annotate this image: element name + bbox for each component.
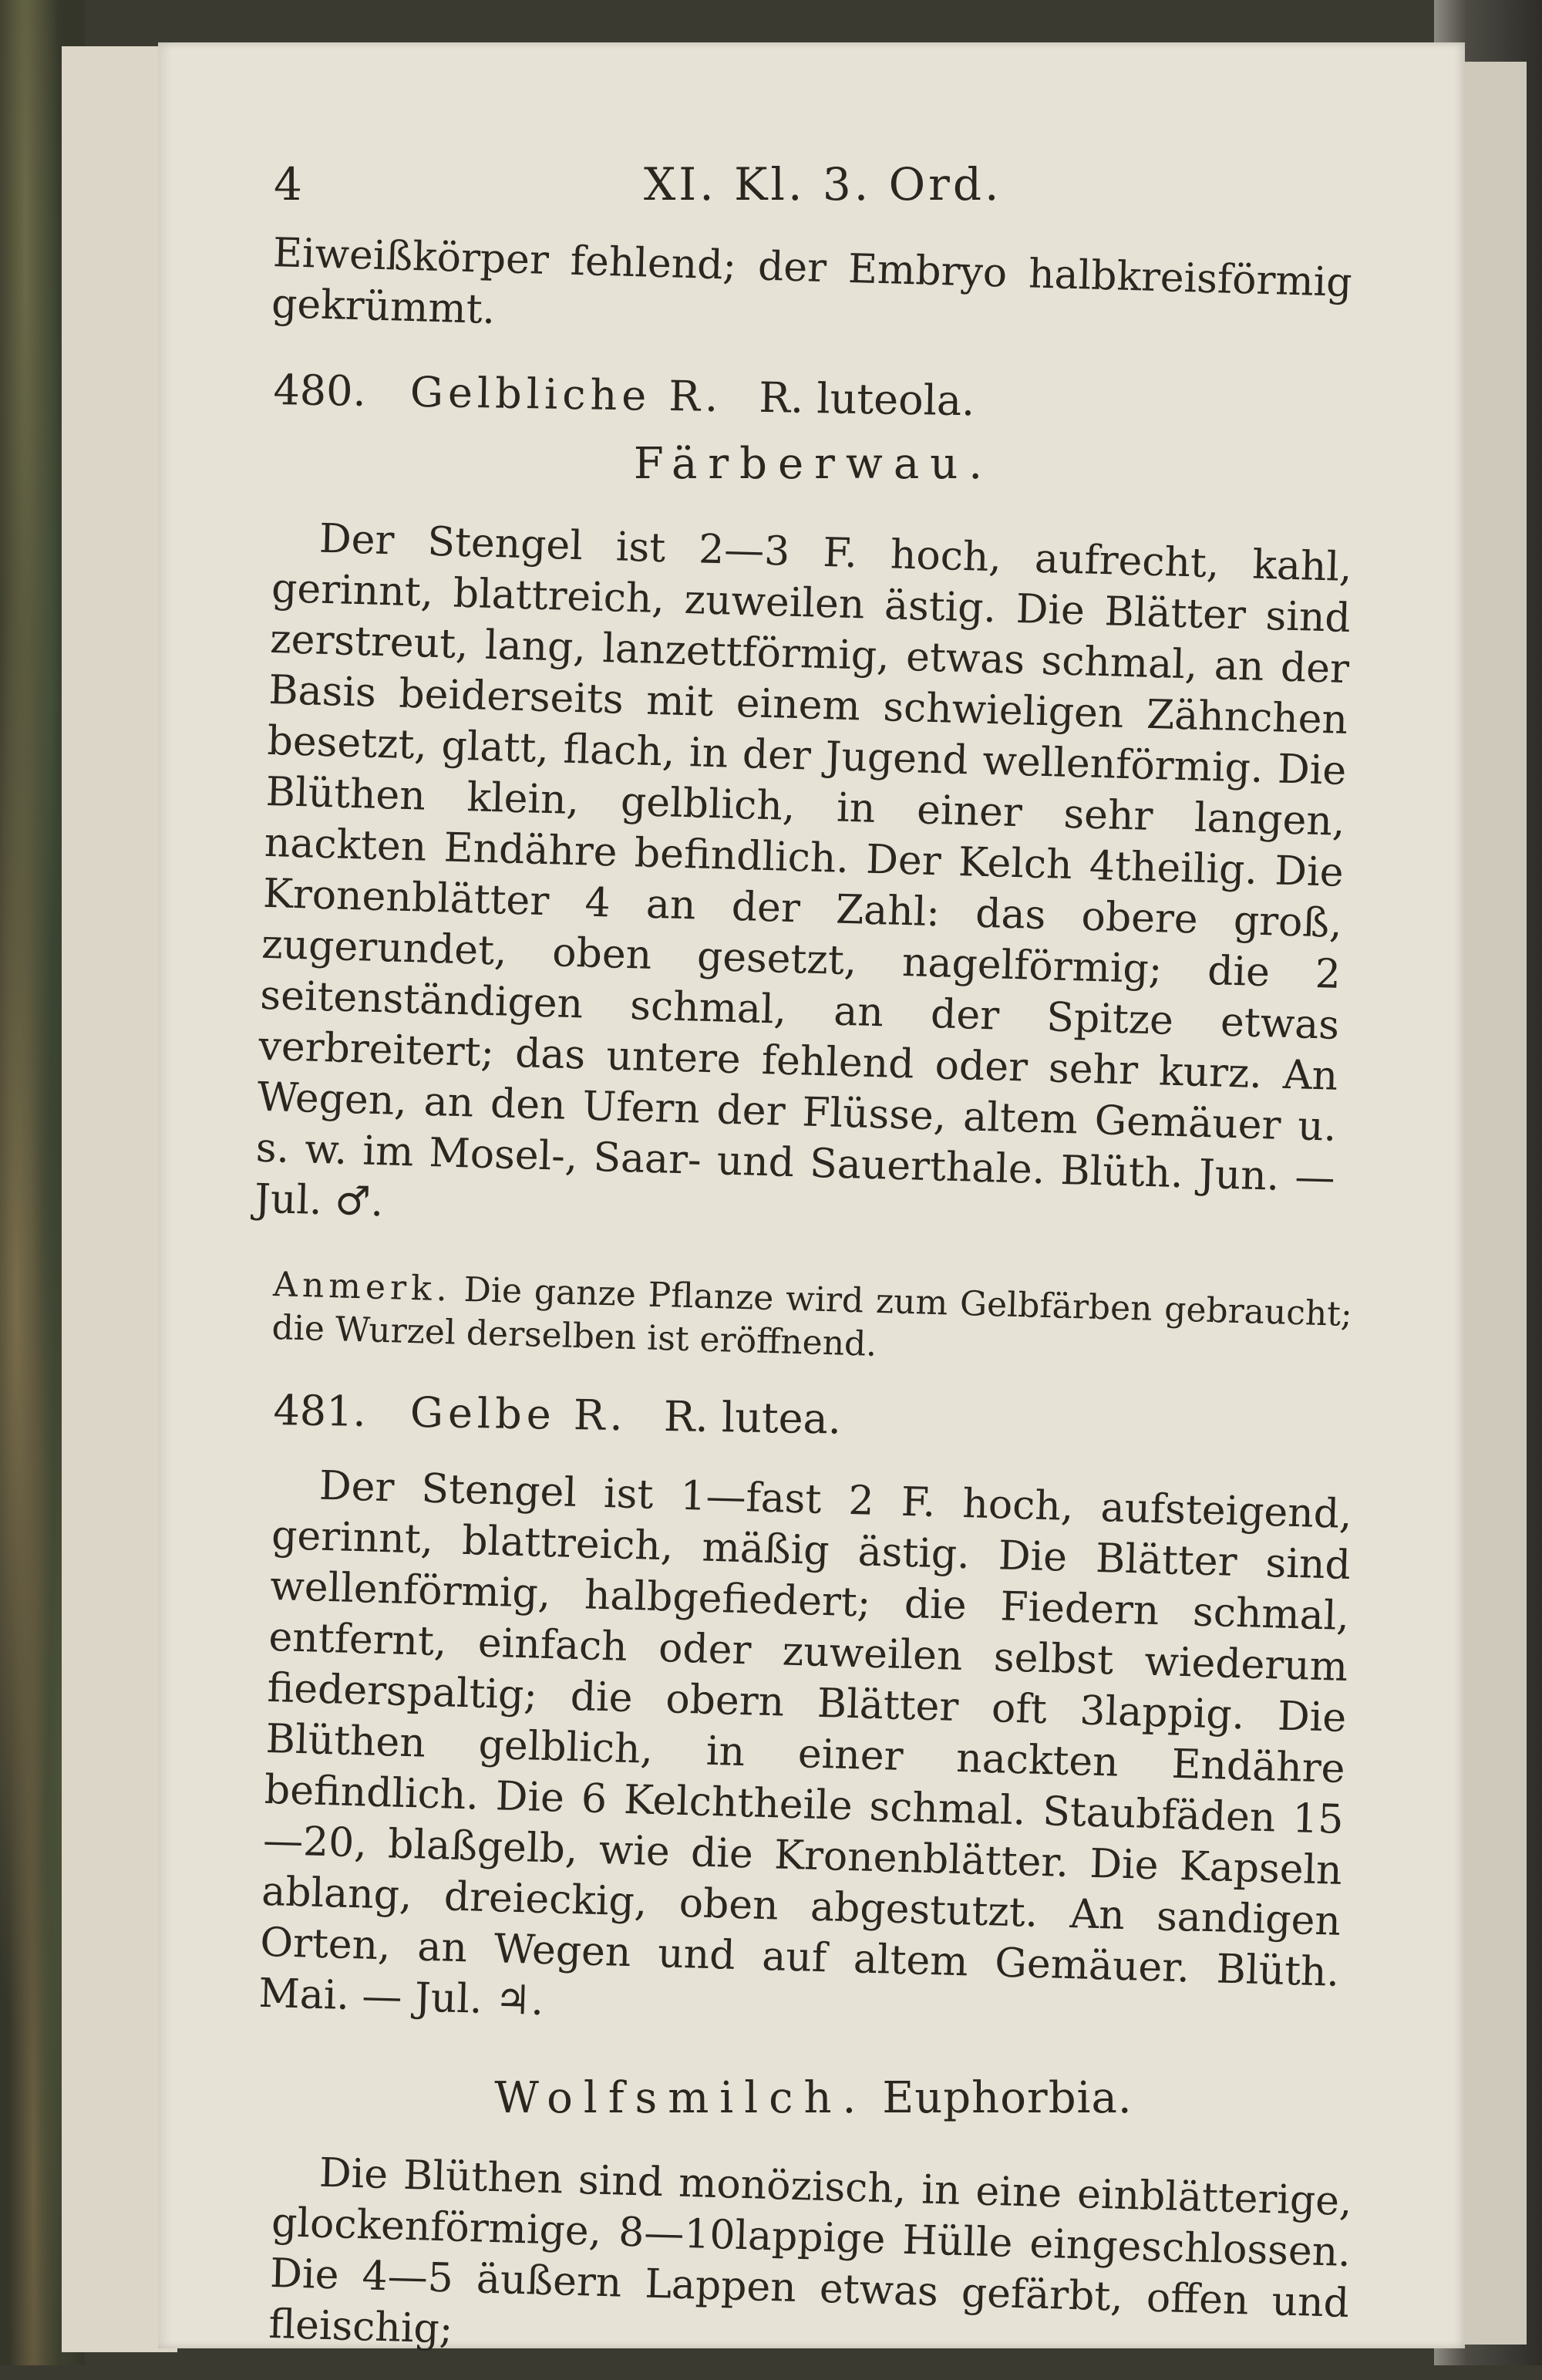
species-heading-481 (273, 1385, 1353, 1453)
page-content (254, 158, 1353, 2353)
species-latin-name: R. lutea. (663, 1391, 842, 1444)
page-header (274, 158, 1353, 228)
genus-heading (274, 2073, 1353, 2123)
intro-text: Eiweißkörper fehlend; der Embryo halbkreisförmig gekrümmt. (271, 229, 1353, 334)
page-number: 4 (274, 158, 302, 211)
species-german-name: Gelbliche R. (409, 367, 723, 422)
species-number: 481. (272, 1385, 367, 1436)
running-head: XI. Kl. 3. Ord. (644, 158, 1002, 211)
book-page (158, 42, 1465, 2353)
common-name: Färberwau. (633, 439, 994, 489)
species-heading-480 (273, 365, 1353, 433)
species-description-480: Der Stengel ist 2—3 F. hoch, aufrecht, kahl, gerinnt, blattreich, zuweilen ästig. Die Blätter sind zerstreut, lang, lanzettförmig, etwas schmal, an der Basis beiderseits mit einem schwieligen Zähnchen besetzt, glatt, flach, in der Jugend wellenförmig. Die Blüthen klein, gelblich, in einer sehr langen, nackten Endähre befindlich. Der Kelch 4theilig. Die Kronenblätter 4 an der Zahl: das obere groß, zugerundet, oben gesetzt, nagelförmig; die 2 seitenständigen schmal, an der Spitze etwas verbreitert; das untere fehlend oder sehr kurz. An Wegen, an den Ufern der Flüsse, altem Gemäuer u. s. w. im Mosel-, Saar- und Sauerthale. Blüth. Jun. — Jul. ♂. (254, 515, 1353, 1226)
species-description-481: Der Stengel ist 1—fast 2 F. hoch, aufsteigend, gerinnt, blattreich, mäßig ästig. Die Blätter sind wellenförmig, halbgefiedert; die Fiedern schmal, entfernt, einfach oder zuweilen selbst wiederum fiederspaltig; die obern Blätter oft 3lappig. Die Blüthen gelblich, in einer nackten Endähre befindlich. Die 6 Kelchtheile schmal. Staubfäden 15—20, blaßgelb, wie die Kronenblätter. Die Kapseln ablang, dreieckig, oben abgestutzt. An sandigen Orten, an Wegen und auf altem Gemäuer. Blüth. Mai. — Jul. ♃. (258, 1462, 1353, 2025)
genus-description: Die Blüthen sind monözisch, in eine einblätterige, glockenförmige, 8—10lappige Hülle eingeschlossen. Die 4—5 äußern Lappen etwas gefärbt, offen und fleischig; (268, 2149, 1353, 2353)
species-german-name: Gelbe R. (409, 1387, 628, 1441)
species-latin-name: R. luteola. (758, 373, 975, 426)
genus-german-name: Wolfsmilch. (494, 2073, 867, 2123)
species-number: 480. (272, 365, 367, 416)
annotation (271, 1263, 1353, 1380)
genus-latin-name: Euphorbia. (882, 2073, 1133, 2123)
annotation-text: Die ganze Pflanze wird zum Gelbfärben gebraucht; die Wurzel derselben ist eröffnend. (271, 1269, 1353, 1364)
annotation-label: Anmerk. (272, 1264, 453, 1310)
